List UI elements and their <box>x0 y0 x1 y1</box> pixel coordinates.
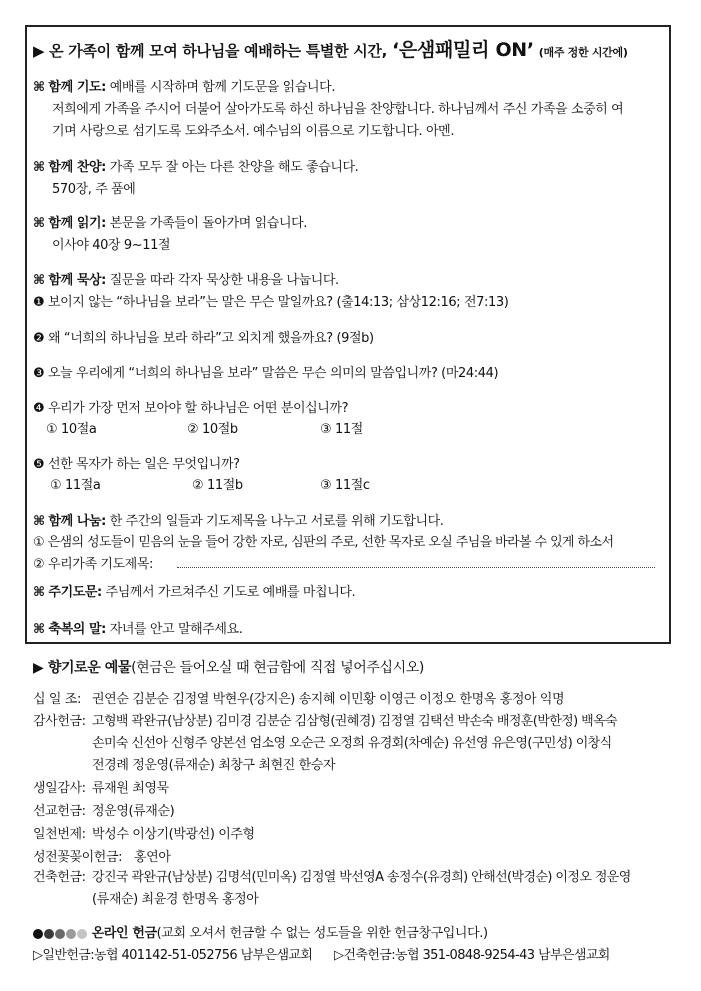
firstfruit-names: 박성수 이상기(박광선) 이주형 <box>92 827 255 842</box>
lords-prayer-label: 주기도문: <box>48 585 102 600</box>
meditation-label: 함께 묵상: <box>48 273 106 288</box>
praise-text: 570장, 주 품에 <box>52 182 136 197</box>
building-names-1: 강진국 곽완규(남상분) 김명석(민미옥) 김정열 박선영A 송정수(유경희) 안해선(박경순) 이정오 정운영 <box>92 870 631 885</box>
thanks-names-3: 전경례 정운영(류재순) 최창구 최현진 한승자 <box>92 758 336 773</box>
command-icon: ⌘ <box>33 273 45 288</box>
reading-text: 이사야 40장 9~11절 <box>52 238 171 253</box>
flower-names: 홍연아 <box>134 850 171 865</box>
praise-heading <box>33 156 358 175</box>
general-account: ▷일반헌금:농협 401142-51-052756 남부은샘교회 <box>33 948 313 963</box>
meditation-heading <box>33 269 339 288</box>
q5-option-2: ② 11절b <box>192 478 243 493</box>
prayer-desc: 예배를 시작하며 함께 기도문을 읽습니다. <box>109 80 336 95</box>
dot-3 <box>55 929 65 939</box>
question-5: ❺ 선한 목자가 하는 일은 무엇입니까? <box>33 457 240 472</box>
thanks-names-2: 손미숙 신선아 신형주 양본선 엄소영 오순근 오정희 유경회(차예순) 유선영 유은영(구민성) 이창식 <box>92 736 612 751</box>
blessing-desc: 자녀를 안고 말해주세요. <box>109 622 243 637</box>
birthday-label: 생일감사: <box>33 781 86 796</box>
building-names-2: (류재순) 최윤경 한명옥 홍정아 <box>92 892 259 907</box>
prayer-label: 함께 기도: <box>48 80 106 95</box>
blessing-heading <box>33 618 242 637</box>
q5-option-1: ① 11절a <box>50 478 101 493</box>
question-3: ❸ 오늘 우리에게 “너희의 하나님을 보라” 말씀은 무슨 의미의 말씀입니까? (마24:44) <box>33 366 499 381</box>
mission-label: 선교헌금: <box>33 804 86 819</box>
dot-5 <box>77 929 87 939</box>
thanks-names-1: 고형백 곽완규(남상분) 김미경 김분순 김삼형(권혜경) 김정열 김택선 박손숙 배정훈(박한정) 백옥숙 <box>92 714 617 729</box>
offering-title-text: ▶ 향기로운 예물 <box>33 660 132 676</box>
online-offering-title: 온라인 헌금 <box>91 926 157 941</box>
blessing-label: 축복의 말: <box>48 622 106 637</box>
thanks-label: 감사헌금: <box>33 714 86 729</box>
online-offering-heading <box>33 922 488 941</box>
building-label: 건축헌금: <box>33 870 86 885</box>
q4-option-2: ② 10절b <box>187 422 238 437</box>
birthday-names: 류재원 최영묵 <box>92 781 169 796</box>
prayer-text-2: 기며 사랑으로 섬기도록 도와주소서. 예수님의 이름으로 기도합니다. 아멘. <box>52 124 455 139</box>
prayer-heading <box>33 76 335 95</box>
sharing-label: 함께 나눔: <box>48 514 106 529</box>
command-icon: ⌘ <box>33 216 45 231</box>
q4-option-1: ① 10절a <box>46 422 97 437</box>
building-account: ▷건축헌금:농협 351-0848-9254-43 남부은샘교회 <box>334 948 610 963</box>
offering-title-note: (현금은 들어오실 때 현금함에 직접 넣어주십시오) <box>131 660 424 676</box>
worship-title-text: ▶ 온 가족이 함께 모여 하나님을 예배하는 특별한 시간, <box>33 42 388 60</box>
praise-desc: 가족 모두 잘 아는 다른 찬양을 해도 좋습니다. <box>109 160 359 175</box>
worship-title <box>33 35 628 62</box>
question-4: ❹ 우리가 가장 먼저 보아야 할 하나님은 어떤 분이십니까? <box>33 401 349 416</box>
question-2: ❷ 왜 “너희의 하나님을 보라 하라”고 외치게 했을까요? (9절b) <box>33 331 374 346</box>
dot-2 <box>44 929 54 939</box>
q4-option-3: ③ 11절 <box>320 422 363 437</box>
command-icon: ⌘ <box>33 514 45 529</box>
question-1: ❶ 보이지 않는 “하나님을 보라”는 말은 무슨 말일까요? (출14:13; 삼상12:16; 전7:13) <box>33 295 509 310</box>
online-offering-note: (교회 오셔서 헌금할 수 없는 성도들을 위한 헌금창구입니다.) <box>156 926 488 941</box>
offering-title <box>33 657 424 677</box>
dot-1 <box>33 929 43 939</box>
prayer-text-1: 저희에게 가족을 주시어 더불어 살아가도록 하신 하나님을 찬양합니다. 하나님께서 주신 가족을 소중히 여 <box>52 102 624 117</box>
reading-desc: 본문을 가족들이 돌아가며 읽습니다. <box>109 216 308 231</box>
prayer-request-line[interactable] <box>177 567 655 568</box>
command-icon: ⌘ <box>33 622 45 637</box>
tithe-label: 십 일 조: <box>33 692 81 707</box>
meditation-desc: 질문을 따라 각자 묵상한 내용을 나눕니다. <box>109 273 339 288</box>
firstfruit-label: 일천번제: <box>33 827 86 842</box>
reading-heading <box>33 212 307 231</box>
tithe-names: 권연순 김분순 김정열 박현우(강지은) 송지혜 이민황 이영근 이정오 한명옥 홍정아 익명 <box>92 692 565 707</box>
praise-label: 함께 찬양: <box>48 160 106 175</box>
command-icon: ⌘ <box>33 160 45 175</box>
worship-title-note: (매주 정한 시간에) <box>538 46 628 59</box>
flower-label: 성전꽃꽂이헌금: <box>33 850 123 865</box>
sharing-line-2: ② 우리가족 기도제목: <box>33 557 153 572</box>
command-icon: ⌘ <box>33 80 45 95</box>
sharing-desc: 한 주간의 일들과 기도제목을 나누고 서로를 위해 기도합니다. <box>109 514 444 529</box>
decorative-dots-icon <box>33 926 92 941</box>
mission-names: 정운영(류재순) <box>92 804 175 819</box>
lords-prayer-heading <box>33 581 355 600</box>
sharing-line-1: ① 은샘의 성도들이 믿음의 눈을 들어 강한 자로, 심판의 주로, 선한 목자로 오실 주님을 바라볼 수 있게 하소서 <box>33 535 614 550</box>
dot-4 <box>66 929 76 939</box>
q5-option-3: ③ 11절c <box>320 478 370 493</box>
lords-prayer-desc: 주님께서 가르쳐주신 기도로 예배를 마칩니다. <box>105 585 356 600</box>
worship-brand: ‘은샘패밀리 ON’ <box>391 39 534 61</box>
sharing-heading <box>33 510 444 529</box>
command-icon: ⌘ <box>33 585 45 600</box>
reading-label: 함께 읽기: <box>48 216 106 231</box>
